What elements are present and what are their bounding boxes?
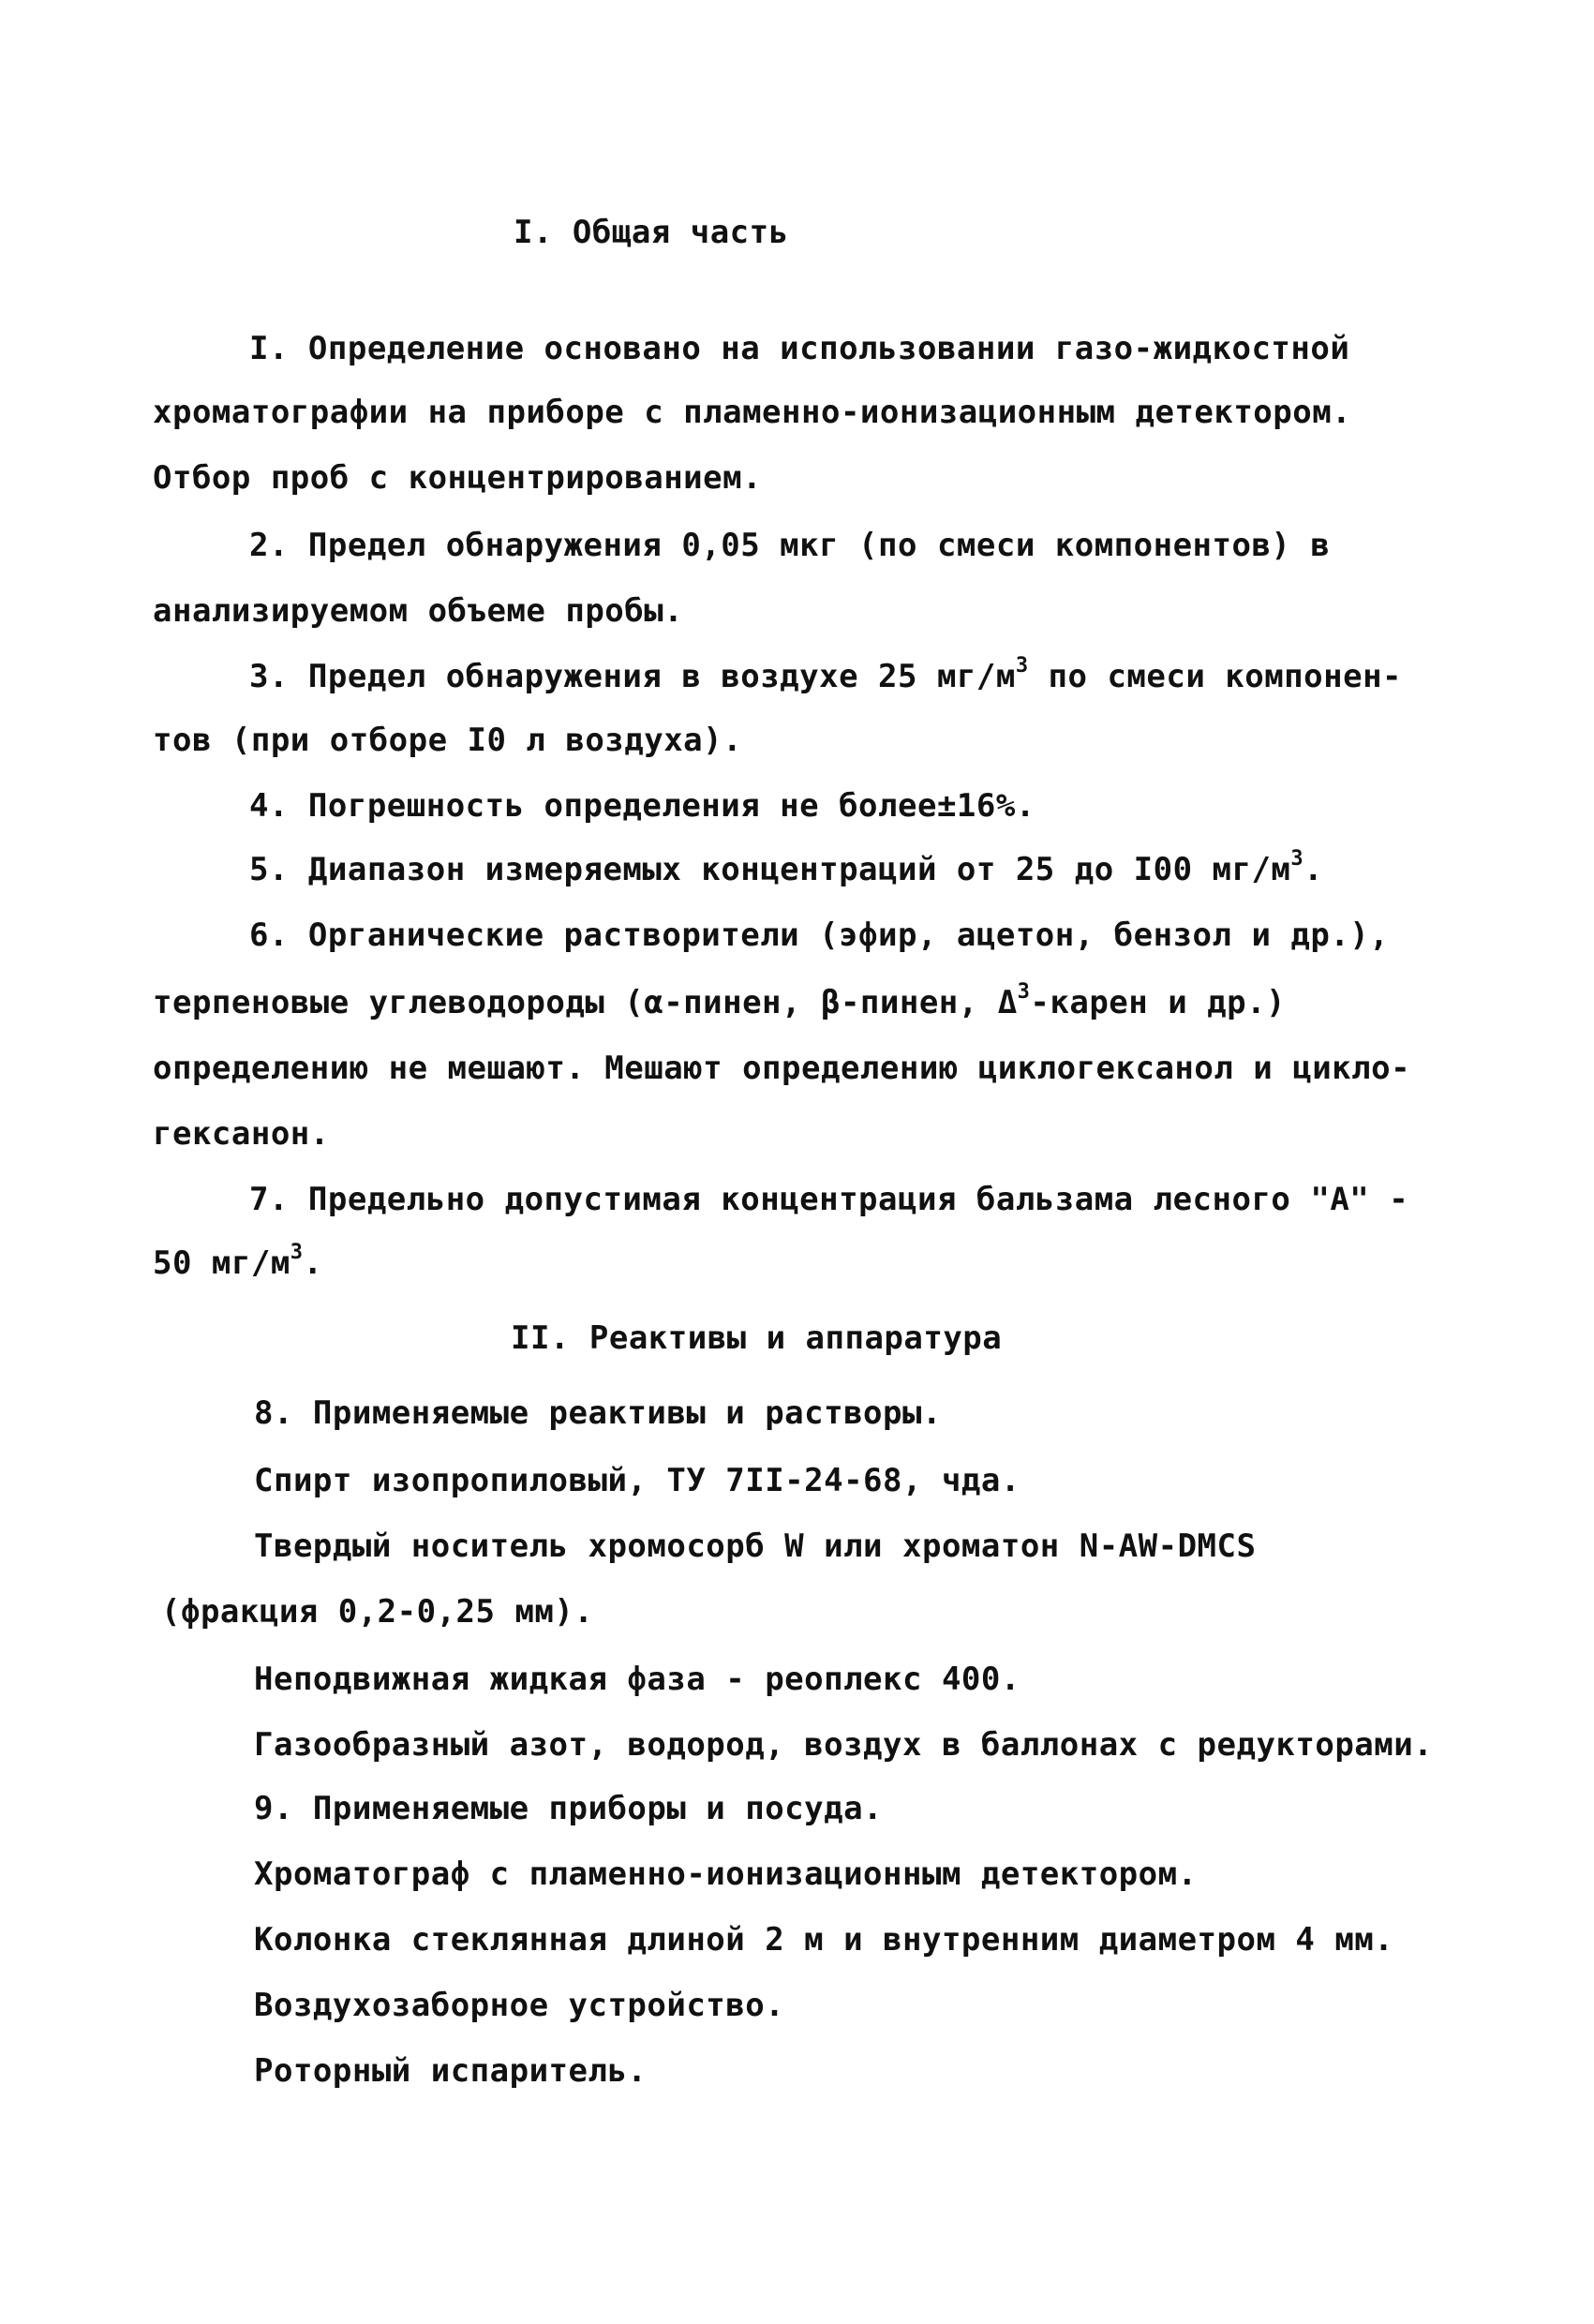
paragraph-3-line-1: 3. Предел обнаружения в воздухе 25 $мг/м^3$ по смеси компонен-	[249, 654, 1403, 695]
paragraph-5: 5. Диапазон измеряемых концентраций от 25 до I00 $мг/м^3$.	[249, 847, 1324, 888]
paragraph-6-line-4: гексанон.	[153, 1115, 330, 1153]
section-2-heading: II. Реактивы и аппаратура	[511, 1319, 1003, 1357]
reagent-line-1: Спирт изопропиловый, ТУ 7II-24-68, чда.	[254, 1462, 1020, 1499]
paragraph-2-line-2: анализируемом объеме пробы.	[153, 592, 684, 630]
equipment-line-1: Хроматограф с пламенно-ионизационным детектором.	[254, 1855, 1198, 1893]
paragraph-1-line-2: хроматографии на приборе с пламенно-ионизационным детектором.	[153, 394, 1352, 431]
paragraph-6-line-1: 6. Органические растворители (эфир, ацетон, бензол и др.),	[249, 916, 1390, 954]
equipment-line-3: Воздухозаборное устройство.	[254, 1987, 785, 2024]
paragraph-7-line-1: 7. Предельно допустимая концентрация бальзама лесного "А" -	[249, 1181, 1409, 1218]
reagent-line-2: Твердый носитель хромосорб W или хроматон N-AW-DMCS	[254, 1527, 1257, 1565]
paragraph-4: 4. Погрешность определения не более±16%.	[249, 787, 1035, 825]
paragraph-1-line-3: Отбор проб с концентрированием.	[153, 459, 763, 497]
paragraph-9: 9. Применяемые приборы и посуда.	[254, 1790, 884, 1827]
equipment-line-4: Роторный испаритель.	[254, 2052, 648, 2090]
paragraph-6-line-3: определению не мешают. Мешают определению циклогексанол и цикло-	[153, 1050, 1411, 1087]
reagent-line-4: Неподвижная жидкая фаза - реоплекс 400.	[254, 1661, 1020, 1698]
paragraph-2-line-1: 2. Предел обнаружения 0,05 мкг (по смеси компонентов) в	[249, 527, 1331, 564]
section-1-heading: I. Общая часть	[514, 214, 789, 251]
paragraph-1-line-1: I. Определение основано на использовании газо-жидкостной	[249, 330, 1350, 367]
paragraph-6-line-2: терпеновые углеводороды (α-пинен, β-пинен, $\Delta^3$-карен и др.)	[153, 980, 1287, 1021]
paragraph-7-line-2: 50 $мг/м^3$.	[153, 1241, 323, 1282]
reagent-line-5: Газообразный азот, водород, воздух в баллонах с редукторами.	[254, 1726, 1434, 1764]
paragraph-3-line-2: тов (при отборе I0 л воздуха).	[153, 722, 743, 759]
paragraph-8: 8. Применяемые реактивы и растворы.	[254, 1394, 942, 1432]
reagent-line-3: (фракция 0,2-0,25 мм).	[161, 1593, 594, 1631]
equipment-line-2: Колонка стеклянная длиной 2 м и внутренним диаметром 4 мм.	[254, 1921, 1394, 1959]
